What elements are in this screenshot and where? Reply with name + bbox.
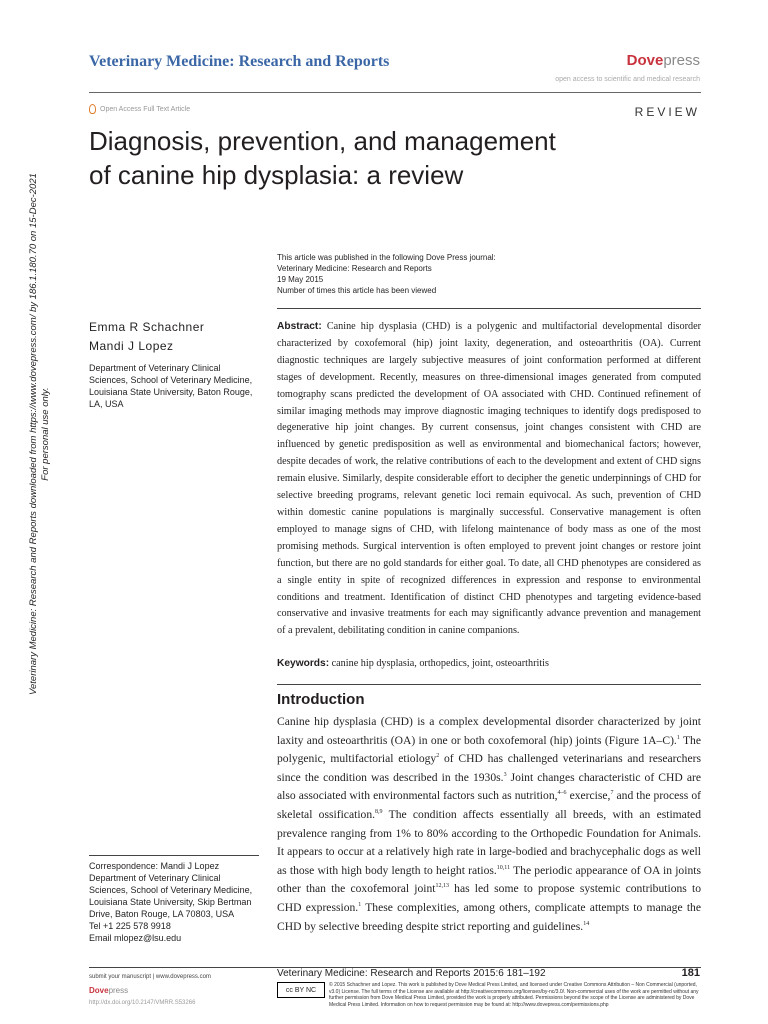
pubinfo-journal: Veterinary Medicine: Research and Reports	[277, 264, 432, 273]
intro-text: The condition affects essentially all breeds, with an estimated prevalence ranging from 1% to 80% according to the Orthopedic Foundation for Animals. It appears to occur at a relatively high rate in large-bodied and brachycephalic dogs as well as those with high body length to height ratios.	[277, 807, 701, 877]
keywords-divider	[277, 684, 701, 685]
brand-press: press	[663, 52, 700, 69]
correspondence	[89, 860, 265, 944]
footer-left	[89, 971, 211, 1010]
ref[interactable]: 7	[610, 790, 614, 797]
corr-line: Drive, Baton Rouge, LA 70803, USA	[89, 909, 235, 919]
open-access-badge	[89, 104, 190, 114]
keywords-text: canine hip dysplasia, orthopedics, joint, osteoarthritis	[331, 658, 549, 669]
intro-text: has led some to propose systemic contributions to CHD expression.	[277, 882, 701, 914]
ref[interactable]: 14	[583, 920, 590, 927]
corr-email[interactable]: Email mlopez@lsu.edu	[89, 933, 182, 943]
open-access-icon	[89, 104, 96, 114]
affiliation: Department of Veterinary Clinical Sciences, School of Veterinary Medicine, Louisiana State University, Baton Rouge, LA, USA	[89, 363, 253, 409]
pubinfo-date: 19 May 2015	[277, 275, 324, 284]
title-line-2: of canine hip dysplasia: a review	[89, 160, 464, 190]
intro-text: The periodic appearance of OA in joints other than the coxofemoral joint	[277, 863, 701, 896]
intro-text: Joint changes characteristic of CHD are also associated with environmental factors such as nutrition,	[277, 770, 701, 803]
article-type: REVIEW	[634, 105, 700, 119]
article-title	[89, 124, 609, 192]
ref[interactable]: 4–6	[557, 790, 567, 797]
journal-name: Veterinary Medicine: Research and Reports	[89, 53, 390, 70]
intro-text: exercise,	[566, 789, 611, 803]
keywords-label: Keywords:	[277, 658, 330, 669]
intro-text: and the process of skeletal ossification.	[277, 789, 701, 821]
pubinfo-divider	[277, 308, 701, 309]
ref[interactable]: 10,11	[496, 864, 511, 871]
open-access-label: Open Access Full Text Article	[100, 105, 191, 113]
keywords	[277, 656, 701, 672]
abstract-text: Canine hip dysplasia (CHD) is a polygenic and multifactorial developmental disorder characterized by coxofemoral (hip) joint laxity, degeneration, and osteoarthritis (OA). Current diagnostic techniques are largely subjective measures of joint conformation performed at different stages of development. Recently, measures on three-dimensional images generated from computed tomography scans predicted the development of OA associated with CHD. Continued refinement of similar imaging methods may improve diagnostic imaging techniques to identify dogs predisposed to degenerative hip joint changes. By current consensus, joint changes consistent with CHD are influenced by genetic predisposition as well as environmental and biomechanical factors; however, despite decades of work, the relative contributions of each to the development and extent of CHD signs remain elusive. Similarly, despite considerable effort to decipher the genetic underpinnings of CHD for selective breeding programs, relevant genetic loci remain equivocal. As such, prevention of CHD within domestic canine populations is marginally successful. Conservative management is often employed to manage signs of CHD, with lifelong maintenance of body mass as one of the most promising methods. Surgical intervention is often employed to prevent joint changes or restore joint function, but there are no gold standards for either goal. To date, all CHD phenotypes are considered as a single entity in spite of recognized differences in expression and response to environmental conditions and treatment. Identification of distinct CHD phenotypes and targeting evidence-based conservative and invasive treatments for each may significantly advance prevention and management of a prevalent, debilitating condition in canine companions.	[277, 321, 701, 637]
publication-info	[277, 252, 496, 296]
corr-line: Department of Veterinary Clinical	[89, 873, 221, 883]
ref[interactable]: 3	[503, 771, 507, 778]
authors	[89, 318, 204, 356]
author-1: Emma R Schachner	[89, 320, 205, 334]
author-2: Mandi J Lopez	[89, 339, 174, 353]
intro-text: Canine hip dysplasia (CHD) is a complex developmental disorder characterized by joint laxity and osteoarthritis (OA) in one or both coxofemoral (hip) joints (Figure 1A–C).	[277, 715, 701, 747]
corr-line: Correspondence: Mandi J Lopez	[89, 861, 220, 871]
introduction-text	[277, 713, 701, 936]
intro-text: The polygenic, multifactorial etiology	[277, 733, 701, 766]
ref[interactable]: 8,9	[375, 809, 383, 816]
watermark-line-1: Veterinary Medicine: Research and Reports downloaded from https://www.dovepress.com/ by 186.1.180.70 on 15-Dec-2021	[28, 173, 39, 695]
license-text: © 2015 Schachner and Lopez. This work is published by Dove Medical Press Limited, and licensed under Creative Commons Attribution – Non Commercial (unported, v3.0) License. The full terms of the License are available at http://creativecommons.org/licenses/by-nc/3.0/. Non-commercial uses of the work are permitted without any further permission from Dove Medical Press Limited, provided the work is properly attributed. Permissions beyond the scope of the License are administered by Dove Medical Press Limited. Information on how to request permission may be found at: http://www.dovepress.com/permissions.php	[329, 982, 699, 1008]
correspondence-divider	[89, 855, 259, 856]
license-block	[277, 982, 701, 1008]
tagline: open access to scientific and medical research	[555, 76, 700, 83]
footer-dovepress-logo[interactable]	[89, 984, 211, 997]
intro-text: of CHD has challenged veterinarians and researchers since the condition was described in the 1930s.	[277, 752, 701, 784]
download-watermark	[28, 173, 52, 695]
ref[interactable]: 2	[436, 753, 440, 760]
pubinfo-line-1: This article was published in the following Dove Press journal:	[277, 253, 496, 262]
footer-citation: Veterinary Medicine: Research and Reports 2015:6 181–192	[277, 968, 546, 979]
header-divider	[89, 92, 701, 93]
views-link[interactable]: Number of times this article has been viewed	[277, 286, 437, 295]
ref[interactable]: 1	[358, 902, 362, 909]
ref[interactable]: 1	[676, 734, 680, 741]
title-line-1: Diagnosis, prevention, and management	[89, 126, 556, 156]
abstract	[277, 319, 701, 640]
doi-link[interactable]: http://dx.doi.org/10.2147/VMRR.S53266	[89, 1000, 196, 1006]
section-heading: Introduction	[277, 691, 365, 708]
watermark-line-2: For personal use only.	[40, 387, 51, 481]
corr-phone: Tel +1 225 578 9918	[89, 921, 171, 931]
dovepress-logo[interactable]	[627, 52, 700, 69]
intro-text: These complexities, among others, complicate attempts to manage the CHD by selective breeding despite strict reporting and guidelines.	[277, 900, 701, 933]
cc-license-icon[interactable]: cc BY NC	[277, 982, 325, 998]
ref[interactable]: 12,13	[435, 883, 449, 890]
footer-brand-dove: Dove	[89, 986, 109, 995]
corr-line: Louisiana State University, Skip Bertman	[89, 897, 252, 907]
submit-link[interactable]: submit your manuscript | www.dovepress.com	[89, 974, 211, 980]
brand-dove: Dove	[626, 52, 664, 69]
corr-line: Sciences, School of Veterinary Medicine,	[89, 885, 253, 895]
page-number: 181	[681, 967, 700, 979]
footer-brand-press: press	[108, 986, 129, 995]
abstract-label: Abstract:	[277, 321, 322, 332]
